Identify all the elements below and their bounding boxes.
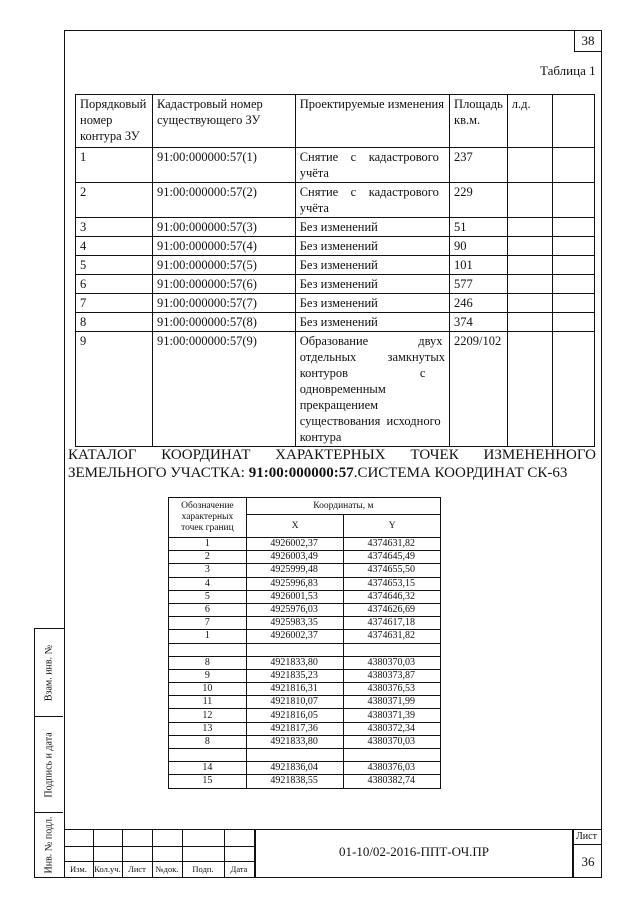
area-value: 374 [450,313,508,332]
changes-line: отдельных замкнутых [299,350,446,364]
coord-y: 4380371,99 [344,696,441,709]
coords-row [169,709,441,722]
coord-y [344,643,441,656]
coord-y: 4374626,69 [344,603,441,616]
sheet-number: 36 [581,854,595,869]
changes-line: одновременным [299,382,386,396]
empty-cell [553,218,595,237]
cadastral-number: 91:00:000000:57(5) [152,256,295,275]
coord-x: 4925999,48 [246,564,344,577]
coord-y: 4380370,03 [344,735,441,748]
empty-cell [553,332,595,447]
header-changes: Проектируемые изменения [295,95,449,148]
coord-y: 4380376,03 [344,762,441,775]
changes-line: существования исходного [299,414,441,428]
cadastral-number: 91:00:000000:57(3) [152,218,295,237]
table-row [76,332,595,447]
coords-row [169,749,441,762]
point-id: 1 [169,630,247,643]
contour-number: 1 [76,148,153,183]
changes-cell: Без изменений [295,237,449,256]
empty-cell [553,148,595,183]
point-id: 8 [169,735,247,748]
changes-line: Снятие с кадастрового [299,185,439,199]
area-value: 51 [450,218,508,237]
empty-cell [553,237,595,256]
coord-y: 4380382,74 [344,775,441,788]
coord-y: 4374631,82 [344,630,441,643]
page-number-top: 38 [574,31,601,52]
coords-row [169,577,441,590]
area-value: 101 [450,256,508,275]
changes-cell: Без изменений [295,275,449,294]
coords-row [169,643,441,656]
point-id: 4 [169,577,247,590]
coord-x: 4921810,07 [246,696,344,709]
cadastral-number: 91:00:000000:57(7) [152,294,295,313]
coords-row [169,669,441,682]
contour-number: 3 [76,218,153,237]
coords-header-y: Y [344,515,441,538]
area-value: 229 [450,183,508,218]
coord-y: 4380370,03 [344,656,441,669]
header-order-number: Порядковый номер контура ЗУ [76,95,153,148]
stamp-label-data: Дата [230,864,248,874]
coord-x [246,643,344,656]
coord-y: 4380373,87 [344,669,441,682]
side-label-inv-podl: Инв. № подл. [43,816,55,874]
changes-cell: Без изменений [295,256,449,275]
coord-x [246,749,344,762]
title-block [64,829,602,878]
contours-table [75,94,595,447]
area-value: 90 [450,237,508,256]
stamp-label-podp: Подп. [192,864,214,874]
area-value: 237 [450,148,508,183]
point-id: 10 [169,683,247,696]
stamp-label-ndok: №док. [155,864,179,874]
ld-cell [507,183,552,218]
table-row [76,218,595,237]
point-id: 14 [169,762,247,775]
table-row [76,294,595,313]
catalog-heading-line2 [68,464,596,482]
coord-x: 4926002,37 [246,538,344,551]
empty-cell [553,275,595,294]
coord-x: 4921836,04 [246,762,344,775]
stamp-label-kol-uch: Кол.уч. [94,864,121,874]
catalog-heading-line1: КАТАЛОГ КООРДИНАТ ХАРАКТЕРНЫХ ТОЧЕК ИЗМЕНЕННОГО [68,447,596,463]
side-label-sign-date: Подпись и дата [43,731,55,798]
point-id: 9 [169,669,247,682]
coord-y: 4380372,34 [344,722,441,735]
coords-header-point: Обозначение характерных точек границ [169,498,247,538]
table-row [76,148,595,183]
area-value: 246 [450,294,508,313]
coords-row [169,564,441,577]
empty-cell [553,256,595,275]
point-id: 6 [169,603,247,616]
cadastral-number: 91:00:000000:57(6) [152,275,295,294]
side-cell-inv-podl [35,813,63,877]
coord-y: 4374646,32 [344,590,441,603]
point-id: 7 [169,617,247,630]
changes-cell: Без изменений [295,294,449,313]
point-id [169,749,247,762]
coord-x: 4921833,80 [246,735,344,748]
cadastral-number: 91:00:000000:57(2) [152,183,295,218]
side-cell-sign-date [35,717,63,813]
coord-y: 4380376,53 [344,683,441,696]
coords-row [169,696,441,709]
stamp-label-izm: Изм. [70,864,87,874]
contour-number: 6 [76,275,153,294]
cadastral-number: 91:00:000000:57(1) [152,148,295,183]
point-id: 2 [169,551,247,564]
coords-row [169,656,441,669]
changes-line: контуров с [299,366,426,380]
cadastral-number: 91:00:000000:57(8) [152,313,295,332]
side-label-inv-vzam: Взам. инв. № [43,644,55,701]
point-id: 13 [169,722,247,735]
coords-row [169,617,441,630]
point-id: 5 [169,590,247,603]
ld-cell [507,256,552,275]
coord-x: 4925983,35 [246,617,344,630]
coords-row [169,722,441,735]
point-id: 1 [169,538,247,551]
coords-row [169,590,441,603]
header-cadastral-number: Кадастровый номер существующего ЗУ [152,95,295,148]
point-id: 11 [169,696,247,709]
ld-cell [507,332,552,447]
coord-y: 4374645,49 [344,551,441,564]
coord-y: 4374631,82 [344,538,441,551]
changes-line: Снятие с кадастрового [299,150,439,164]
contour-number: 5 [76,256,153,275]
empty-cell [553,313,595,332]
ld-cell [507,148,552,183]
sheet-label: Лист [576,831,597,842]
coord-x: 4926001,53 [246,590,344,603]
area-value: 2209/102 [450,332,508,447]
table-row [76,313,595,332]
changes-cell [295,332,449,447]
table-row [76,183,595,218]
heading-parcel-number: 91:00:000000:57 [248,465,354,481]
changes-line: учёта [299,166,329,180]
coord-x: 4921838,55 [246,775,344,788]
empty-cell [553,183,595,218]
point-id [169,643,247,656]
coord-x: 4921816,05 [246,709,344,722]
changes-line: Образование двух [299,334,443,348]
heading-post: .СИСТЕМА КООРДИНАТ СК-63 [353,465,568,481]
point-id: 15 [169,775,247,788]
coord-y: 4374653,15 [344,577,441,590]
ld-cell [507,218,552,237]
coord-y: 4374655,50 [344,564,441,577]
header-empty [553,95,595,148]
cadastral-number: 91:00:000000:57(9) [152,332,295,447]
coord-y: 4374617,18 [344,617,441,630]
coords-row [169,630,441,643]
header-area: Площадь кв.м. [450,95,508,148]
coord-y: 4380371,39 [344,709,441,722]
changes-cell [295,148,449,183]
coords-row [169,551,441,564]
coord-y [344,749,441,762]
coordinates-table [168,497,441,789]
coord-x: 4921817,36 [246,722,344,735]
side-strip [34,628,64,878]
stamp-label-list: Лист [128,864,146,874]
table-row [76,256,595,275]
side-cell-inv-vzam [35,629,63,717]
coords-header-x: X [246,515,344,538]
point-id: 8 [169,656,247,669]
contour-number: 7 [76,294,153,313]
ld-cell [507,237,552,256]
document-code: 01-10/02-2016-ППТ-ОЧ.ПР [338,844,490,859]
coords-row [169,735,441,748]
coord-x: 4921833,80 [246,656,344,669]
header-ld: л.д. [507,95,552,148]
empty-cell [553,294,595,313]
cadastral-number: 91:00:000000:57(4) [152,237,295,256]
ld-cell [507,313,552,332]
contour-number: 4 [76,237,153,256]
coords-row [169,775,441,788]
table-row [76,237,595,256]
changes-line: прекращением [299,398,379,412]
changes-cell: Без изменений [295,313,449,332]
heading-pre: ЗЕМЕЛЬНОГО УЧАСТКА: [68,465,249,481]
coord-x: 4925996,83 [246,577,344,590]
coord-x: 4921835,23 [246,669,344,682]
coord-x: 4921816,31 [246,683,344,696]
coord-x: 4926002,37 [246,630,344,643]
changes-line: учёта [299,201,329,215]
changes-cell [295,183,449,218]
contour-number: 2 [76,183,153,218]
ld-cell [507,294,552,313]
table-header-row [76,95,595,148]
table-caption: Таблица 1 [540,63,596,78]
table-row [76,275,595,294]
point-id: 12 [169,709,247,722]
coords-row [169,683,441,696]
coord-x: 4926003,49 [246,551,344,564]
coords-row [169,762,441,775]
point-id: 3 [169,564,247,577]
coords-header-row [169,498,441,515]
coords-row [169,603,441,616]
coords-header-group: Координаты, м [246,498,440,515]
ld-cell [507,275,552,294]
contour-number: 9 [76,332,153,447]
contour-number: 8 [76,313,153,332]
changes-cell: Без изменений [295,218,449,237]
coords-row [169,538,441,551]
area-value: 577 [450,275,508,294]
changes-line: контура [299,430,342,444]
coord-x: 4925976,03 [246,603,344,616]
